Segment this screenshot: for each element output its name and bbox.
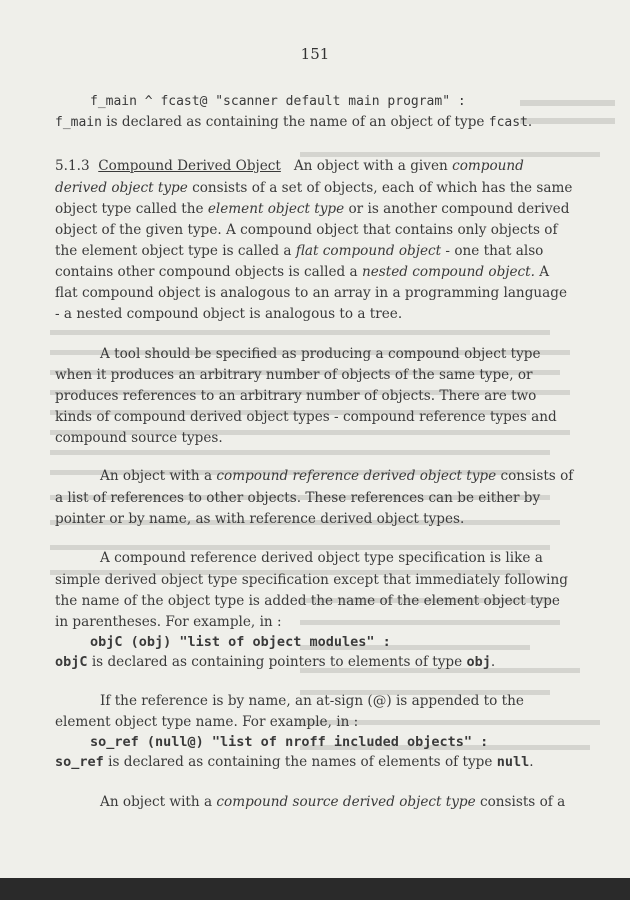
text-line — [55, 178, 573, 198]
text-line — [55, 199, 570, 219]
italic-term: derived object type — [55, 180, 188, 196]
text-span: A — [534, 264, 550, 280]
text-line: a list of references to other objects. These references can be either by — [55, 490, 541, 506]
text-line: produces references to an arbitrary number of objects. There are two — [55, 388, 537, 404]
description-end: . — [527, 114, 533, 130]
type-name: obj — [466, 654, 491, 670]
text-span: An object with a — [100, 794, 217, 810]
code-description — [55, 652, 495, 672]
text-line: object of the given type. A compound object that contains only objects of — [55, 222, 558, 238]
text-line — [55, 241, 544, 261]
section-number: 5.1.3 — [55, 158, 90, 174]
code-name: objC — [55, 654, 88, 670]
code-line: objC (obj) "list of object modules" : — [90, 634, 391, 650]
description-text: is declared as containing the name of an object of type — [101, 114, 489, 130]
text-line: A tool should be specified as producing a compound object type — [100, 346, 541, 362]
code-description — [55, 752, 534, 772]
text-line: the name of the object type is added the name of the element object type — [55, 593, 560, 609]
description-end: . — [490, 654, 496, 670]
text-line: when it produces an arbitrary number of objects of the same type, or — [55, 367, 533, 383]
text-span: object type called the — [55, 201, 208, 217]
code-line: f_main ^ fcast@ "scanner default main program" : — [90, 94, 466, 109]
text-line: element object type name. For example, in : — [55, 714, 359, 730]
section-line — [55, 156, 524, 176]
text-line: simple derived object type specification except that immediately following — [55, 572, 568, 588]
text-line: If the reference is by name, an at-sign (@) is appended to the — [100, 693, 524, 709]
italic-term: element object type — [207, 201, 345, 217]
text-span: consists of a — [475, 794, 566, 810]
type-name: fcast — [488, 115, 528, 130]
text-line: kinds of compound derived object types - compound reference types and — [55, 409, 557, 425]
text-line: compound source types. — [55, 430, 223, 446]
code-description — [55, 112, 532, 133]
text-line — [100, 466, 574, 486]
text-line: in parentheses. For example, in : — [55, 614, 282, 630]
text-span: consists of — [496, 468, 574, 484]
section-heading: Compound Derived Object — [98, 158, 281, 174]
text-span: the element object type is called a — [55, 243, 296, 259]
text-span: contains other compound objects is called a — [55, 264, 362, 280]
code-line: so_ref (null@) "list of nroff included objects" : — [90, 734, 489, 750]
text-span: An object with a — [100, 468, 217, 484]
text-line: - a nested compound object is analogous to a tree. — [55, 306, 403, 322]
text-line — [100, 792, 566, 812]
page-number: 151 — [300, 45, 330, 63]
text-span: or is another compound derived — [344, 201, 570, 217]
type-name: null — [496, 754, 530, 770]
text-span: consists of a set of objects, each of which has the same — [187, 180, 573, 196]
scan-bottom-edge — [0, 878, 630, 900]
description-text: is declared as containing pointers to elements of type — [87, 654, 467, 670]
description-end: . — [529, 754, 534, 770]
text-line: pointer or by name, as with reference derived object types. — [55, 511, 465, 527]
code-name: so_ref — [55, 754, 104, 770]
description-text: is declared as containing the names of elements of type — [103, 754, 497, 770]
text-span: An object with a given — [293, 158, 453, 174]
text-line: flat compound object is analogous to an array in a programming language — [55, 285, 567, 301]
italic-term: compound source derived object type — [216, 794, 476, 810]
text-line: A compound reference derived object type specification is like a — [100, 550, 543, 566]
italic-term: compound reference derived object type — [216, 468, 497, 484]
code-name: f_main — [55, 115, 102, 130]
italic-term: compound — [452, 158, 524, 174]
text-line — [55, 262, 550, 282]
italic-term: flat compound object — [295, 243, 442, 259]
italic-term: nested compound object. — [361, 264, 535, 280]
text-span: - one that also — [441, 243, 544, 259]
